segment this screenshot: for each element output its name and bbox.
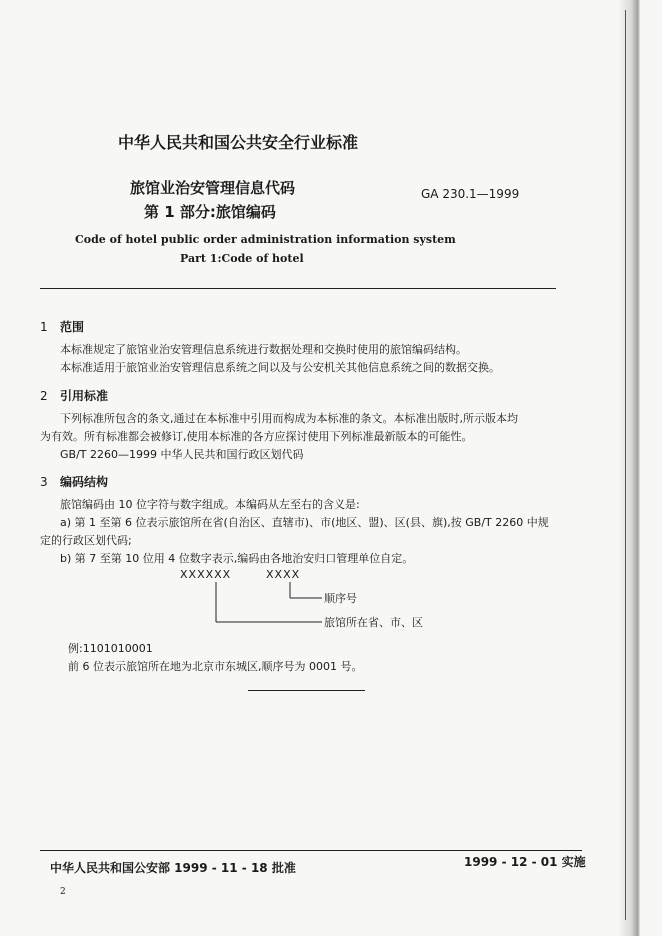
header-divider [40, 288, 556, 289]
section-3-item-a-line-1: a) 第 1 至第 6 位表示旅馆所在省(自治区、直辖市)、市(地区、盟)、区(县、旗),按 GB/T 2260 中规 [60, 516, 549, 529]
label-hotel-location: 旅馆所在省、市、区 [324, 616, 423, 629]
footer-effective-date: 1999 - 12 - 01 实施 [464, 855, 586, 869]
section-1-para-2: 本标准适用于旅馆业治安管理信息系统之间以及与公安机关其他信息系统之间的数据交换。 [60, 361, 500, 374]
section-1-para-1: 本标准规定了旅馆业治安管理信息系统进行数据处理和交换时使用的旅馆编码结构。 [60, 343, 467, 356]
section-1-title: 范围 [60, 320, 85, 334]
section-2-para-line-1: 下列标准所包含的条文,通过在本标准中引用而构成为本标准的条文。本标准出版时,所示版本均 [60, 412, 518, 425]
footer-divider [40, 850, 582, 851]
section-3-item-b: b) 第 7 至第 10 位用 4 位数字表示,编码由各地治安归口管理单位自定。 [60, 552, 414, 565]
scan-edge-shadow [618, 0, 640, 936]
section-3-heading [40, 473, 108, 490]
example-code: 例:1101010001 [68, 642, 153, 655]
section-2-reference: GB/T 2260—1999 中华人民共和国行政区划代码 [60, 448, 304, 461]
title-zh-line1: 旅馆业治安管理信息代码 [130, 179, 296, 197]
title-zh [130, 176, 295, 224]
section-3-number: 3 [40, 475, 48, 489]
footer-approval: 中华人民共和国公安部 1999 - 11 - 18 批准 [50, 861, 296, 875]
label-sequence-number: 顺序号 [324, 592, 357, 605]
section-1-heading [40, 318, 84, 335]
section-2-heading [40, 387, 108, 404]
section-3-item-a-line-2: 定的行政区划代码; [40, 534, 132, 547]
section-3-title: 编码结构 [60, 475, 109, 489]
example-description: 前 6 位表示旅馆所在地为北京市东城区,顺序号为 0001 号。 [68, 660, 363, 673]
end-rule [248, 690, 365, 691]
section-3-para-1: 旅馆编码由 10 位字符与数字组成。本编码从左至右的含义是: [60, 498, 360, 511]
section-2-number: 2 [40, 389, 48, 403]
section-1-number: 1 [40, 320, 48, 334]
standard-number: GA 230.1—1999 [421, 187, 520, 201]
section-2-para-line-2: 为有效。所有标准都会被修订,使用本标准的各方应探讨使用下列标准最新版本的可能性。 [40, 430, 473, 443]
section-2-title: 引用标准 [60, 389, 109, 403]
code-part-location: XXXXXX [180, 568, 232, 581]
industry-standard-heading: 中华人民共和国公共安全行业标准 [118, 133, 359, 152]
page-number: 2 [60, 887, 66, 897]
title-en-line1: Code of hotel public order administration information system [75, 233, 456, 246]
title-zh-line2: 第 1 部分:旅馆编码 [144, 203, 276, 221]
scan-edge-line [625, 10, 626, 920]
title-en-line2: Part 1:Code of hotel [180, 252, 304, 265]
code-structure-diagram [170, 562, 470, 632]
code-part-sequence: XXXX [266, 568, 301, 581]
